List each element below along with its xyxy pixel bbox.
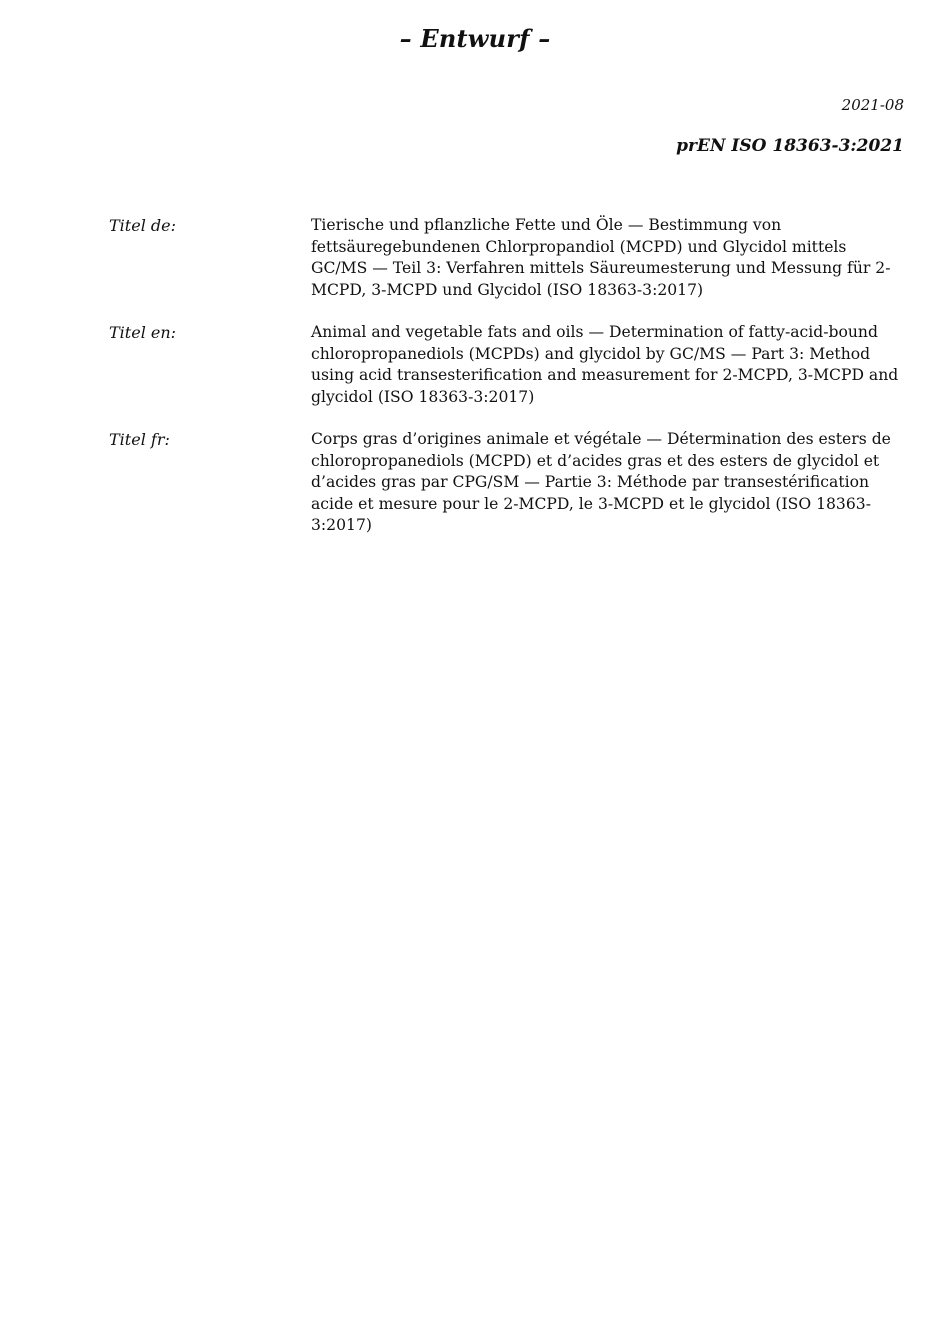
draft-mark: – Entwurf –: [399, 24, 551, 53]
titles-section: [109, 215, 909, 558]
title-text: Animal and vegetable fats and oils — Determination of fatty-acid-bound chloropropanediols (MCPDs) and glycidol by GC/MS — Part 3: Method using acid transesterification and measurement for 2-MCPD, 3-MCPD and glycidol (ISO 18363-3:2017): [311, 323, 899, 406]
document-number: prEN ISO 18363-3:2021: [676, 136, 904, 156]
title-label: Titel fr:: [109, 430, 170, 449]
document-date: 2021-08: [841, 96, 904, 114]
title-label: Titel de:: [109, 216, 176, 235]
title-text: Tierische und pflanzliche Fette und Öle — Bestimmung von fettsäuregebundenen Chlorpropandiol (MCPD) und Glycidol mittels GC/MS — Teil 3: Verfahren mittels Säureumesterung und Messung für 2-MCPD, 3-MCPD und Glycidol (ISO 18363-3:2017): [311, 216, 891, 299]
title-row-de: [109, 215, 909, 301]
title-row-en: [109, 322, 909, 408]
title-row-fr: [109, 429, 909, 537]
title-label: Titel en:: [109, 323, 177, 342]
title-text: Corps gras d’origines animale et végétale — Détermination des esters de chloropropanediols (MCPD) et d’acides gras et des esters de glycidol et d’acides gras par CPG/SM — Partie 3: Méthode par transestérification acide et mesure pour le 2-MCPD, le 3-MCPD et le glycidol (ISO 18363-3:2017): [311, 430, 891, 534]
